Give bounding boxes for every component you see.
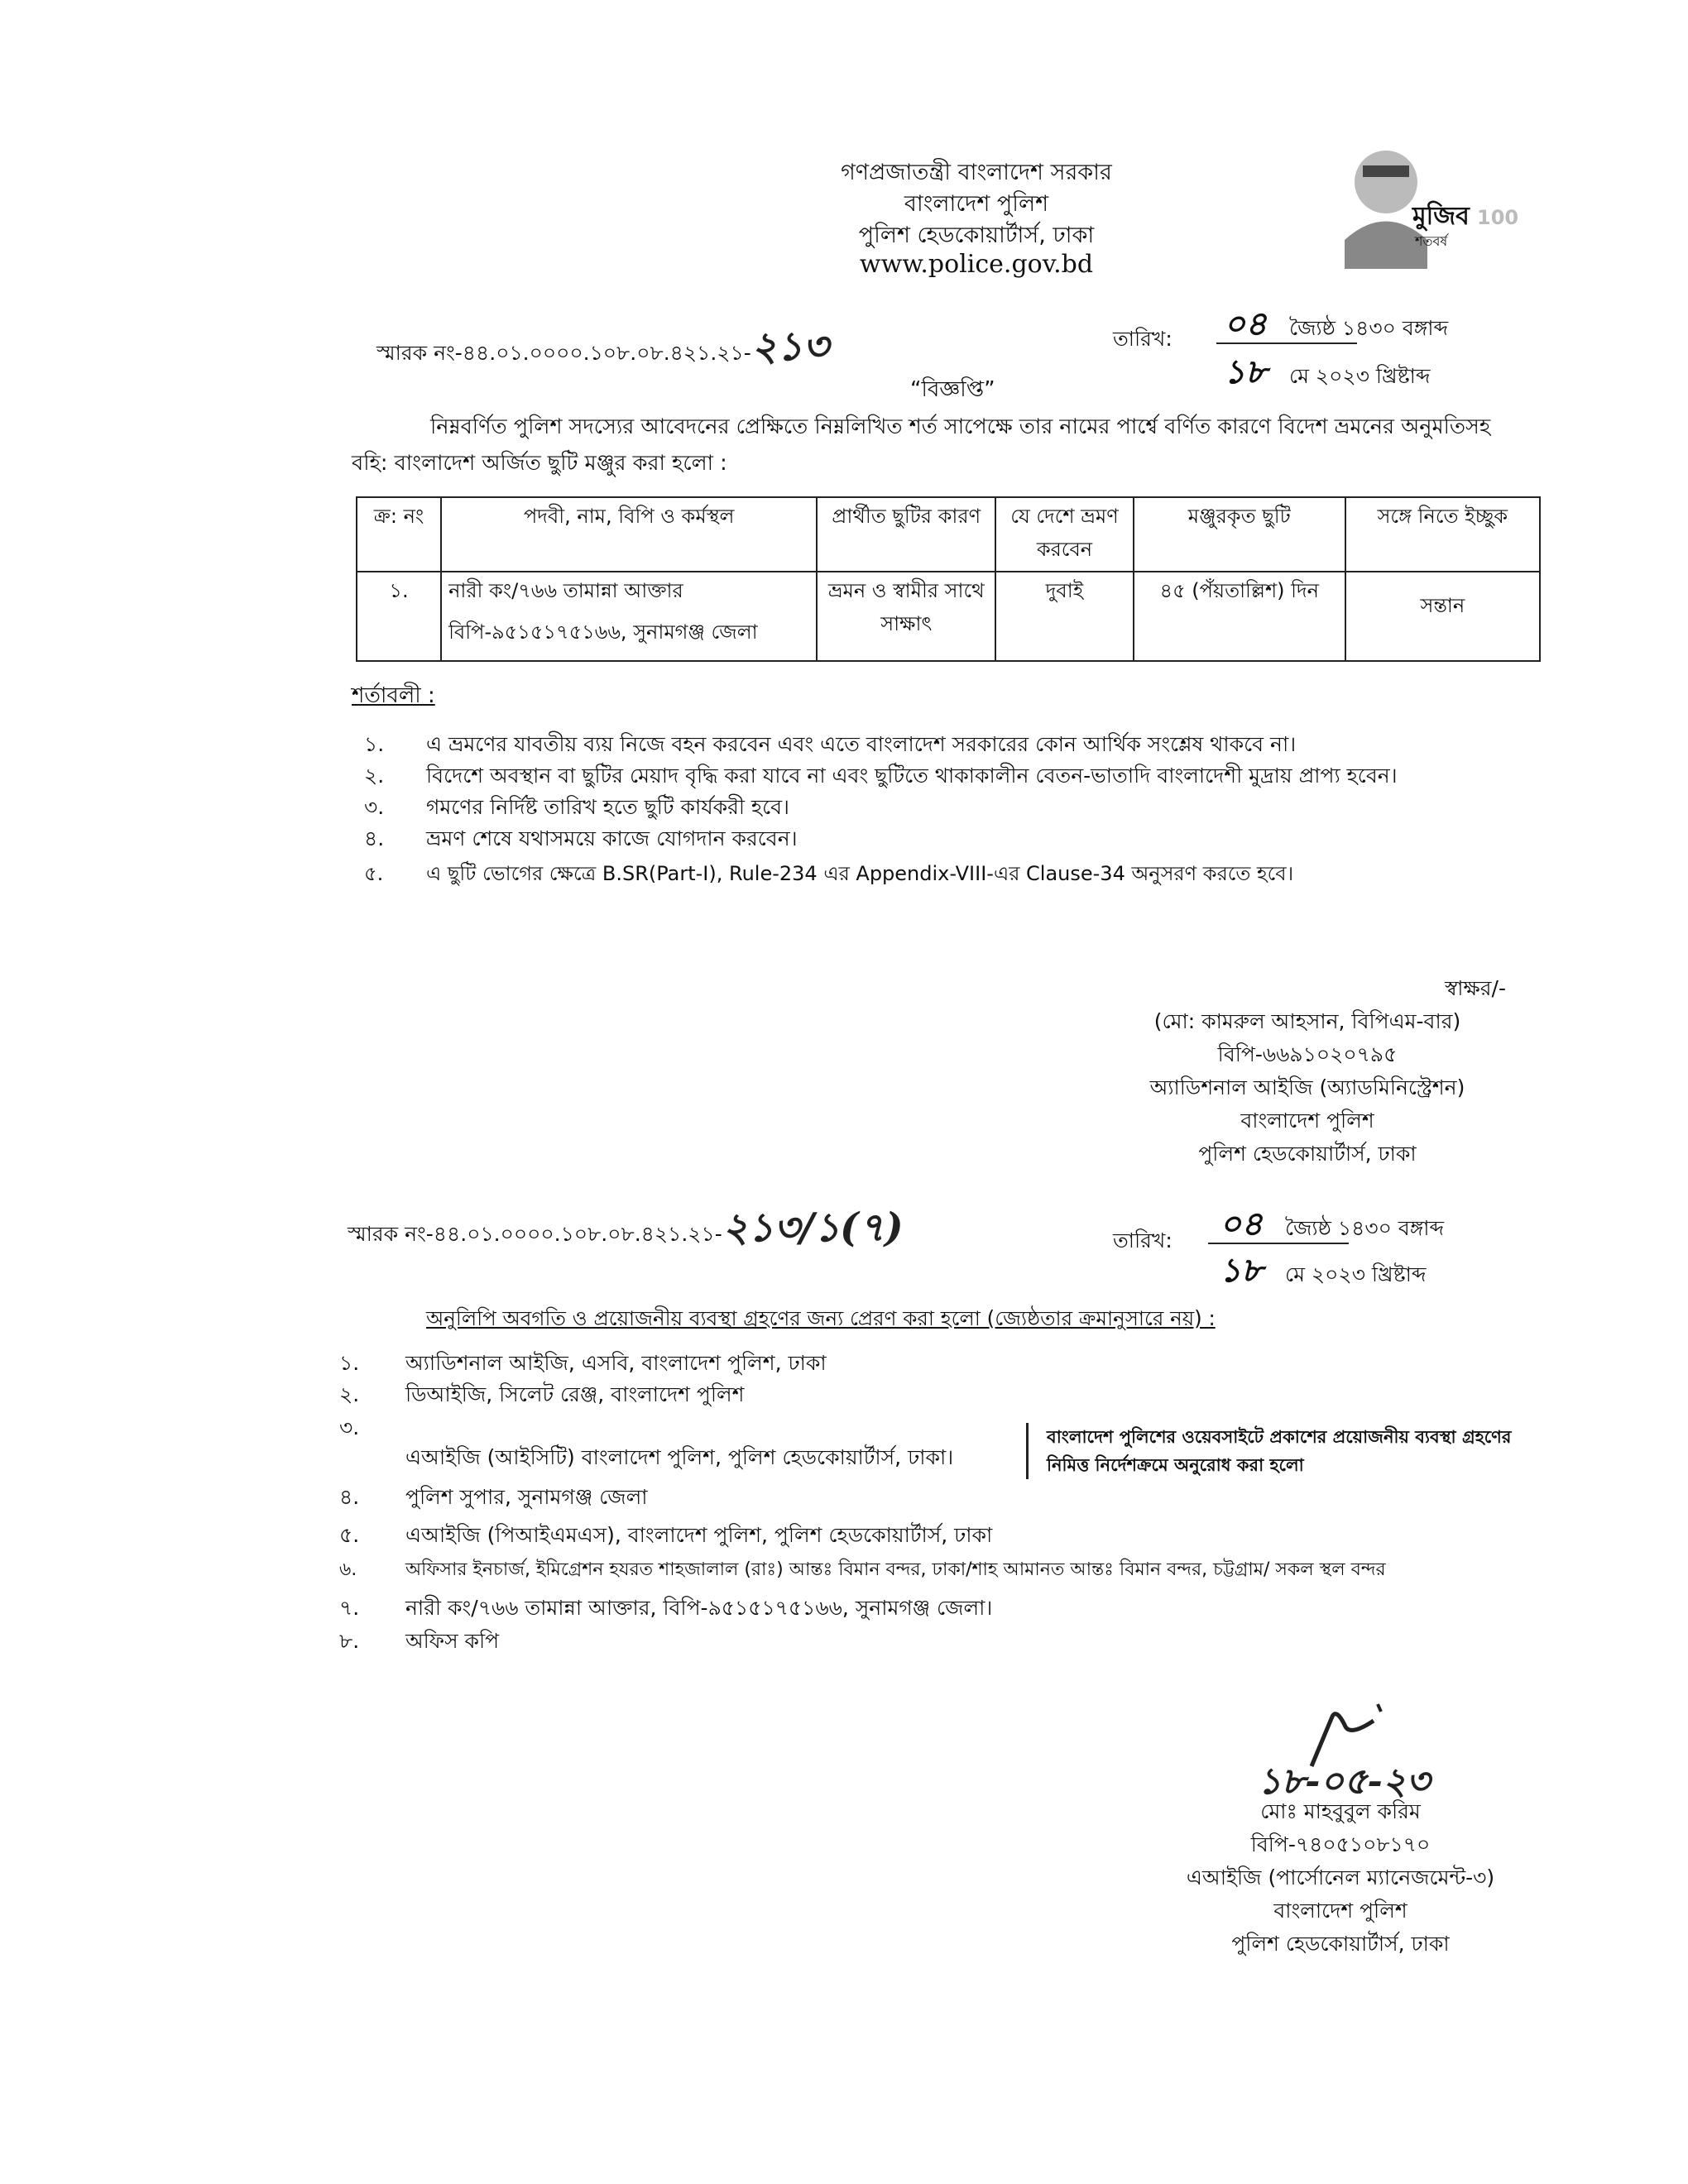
- copy-date-english-month: মে ২০২৩ খ্রিষ্টাব্দ: [1284, 1262, 1427, 1286]
- copy-text: পুলিশ সুপার, সুনামগঞ্জ জেলা: [405, 1485, 648, 1509]
- copy-item: [339, 1625, 499, 1660]
- date-bangla: [1208, 298, 1564, 353]
- copy-number: ৭.: [339, 1596, 360, 1620]
- signatory2-bp: বিপি-৭৪০৫১০৮১৭০: [1250, 1832, 1431, 1856]
- header-org: বাংলাদেশ পুলিশ: [904, 191, 1049, 217]
- signatory-name: (মো: কামরুল আহসান, বিপিএম-বার): [1153, 1009, 1461, 1033]
- condition-text: এ ছুটি ভোগের ক্ষেত্রে B.SR(Part-I), Rule-234 এর Appendix-VIII-এর Clause-34 অনুসরণ করতে হবে।: [426, 862, 1294, 885]
- signatory2-org: বাংলাদেশ পুলিশ: [1273, 1899, 1407, 1923]
- copy-item: [405, 1441, 953, 1477]
- copy-heading: অনুলিপি অবগতি ও প্রয়োজনীয় ব্যবস্থা গ্রহণের জন্য প্রেরণ করা হলো (জ্যেষ্ঠতার ক্রমানুসারে নয়) :: [426, 1306, 1216, 1330]
- copy-item: [339, 1411, 405, 1447]
- notice-title: “বিজ্ঞপ্তি”: [910, 377, 995, 402]
- cell-name: [441, 572, 817, 661]
- condition-text: বিদেশে অবস্থান বা ছুটির মেয়াদ বৃদ্ধি করা যাবে না এবং ছুটিতে থাকাকালীন বেতন-ভাতাদি বাংলাদেশী মুদ্রায় প্রাপ্য হবেন।: [426, 764, 1398, 788]
- copy-text: অফিস কপি: [405, 1629, 500, 1653]
- date-english: [1208, 346, 1564, 401]
- copy-memo-ref-handwritten: ২১৩/১(৭): [722, 1205, 904, 1251]
- copy-text: নারী কং/৭৬৬ তামান্না আক্তার, বিপি-৯৫১৫১৭৫১৬৬, সুনামগঞ্জ জেলা।: [405, 1596, 993, 1620]
- col-country: যে দেশে ভ্রমণ করবেন: [995, 497, 1134, 572]
- copy-item: [339, 1592, 992, 1627]
- logo-number: 100: [1477, 206, 1519, 229]
- copy-number: ৫.: [339, 1523, 360, 1547]
- copy-item: [339, 1347, 827, 1382]
- signature-block: [1076, 972, 1539, 1171]
- signatory-designation: অ্যাডিশনাল আইজি (অ্যাডমিনিস্ট্রেশন): [1149, 1075, 1465, 1099]
- table-row: [357, 572, 1540, 661]
- condition-text: গমণের নির্দিষ্ট তারিখ হতে ছুটি কার্যকরী হবে।: [426, 795, 789, 819]
- copy-text: এআইজি (আইসিটি) বাংলাদেশ পুলিশ, পুলিশ হেডকোয়ার্টার্স, ঢাকা।: [405, 1445, 954, 1469]
- header-website: www.police.gov.bd: [859, 250, 1094, 279]
- signatory-bp: বিপি-৬৬৯১০২০৭৯৫: [1217, 1042, 1398, 1066]
- col-companion: সঙ্গে নিতে ইচ্ছুক: [1345, 497, 1540, 572]
- condition-number: ২.: [364, 764, 385, 788]
- member-name: নারী কং/৭৬৬ তামান্না আক্তার: [448, 579, 683, 602]
- copy-date-english-day: ১৮: [1220, 1251, 1263, 1290]
- copy-date-bangla-day: ০৪: [1220, 1205, 1263, 1243]
- handwritten-date: ১৮-০৫-২৩: [1258, 1760, 1431, 1803]
- copy-number: ৬.: [339, 1559, 357, 1580]
- condition-item: [364, 859, 1293, 892]
- condition-item: [364, 822, 798, 858]
- cell-companion: সন্তান: [1345, 572, 1540, 661]
- col-name: পদবী, নাম, বিপি ও কর্মস্থল: [441, 497, 817, 572]
- member-bp: বিপি-৯৫১৫১৭৫১৬৬, সুনামগঞ্জ জেলা: [448, 620, 758, 644]
- copy-text: এআইজি (পিআইএমএস), বাংলাদেশ পুলিশ, পুলিশ হেডকোয়ার্টার্স, ঢাকা: [405, 1523, 993, 1547]
- date-english-month: মে ২০২৩ খ্রিষ্টাব্দ: [1288, 364, 1431, 388]
- copy-number: ৪.: [339, 1485, 360, 1509]
- signatory-office: পুলিশ হেডকোয়ার্টার্স, ঢাকা: [1198, 1142, 1417, 1166]
- condition-number: ৪.: [364, 826, 385, 850]
- date-divider: [1216, 342, 1357, 344]
- copy-item: [339, 1481, 648, 1516]
- date-bangla-month: জ্যৈষ্ঠ ১৪৩০ বঙ্গাব্দ: [1288, 316, 1449, 340]
- copy-item: [339, 1555, 1386, 1586]
- mujib-borsho-logo: [1312, 145, 1518, 277]
- date-label: তারিখ:: [1113, 327, 1172, 351]
- copy-item: [339, 1378, 744, 1414]
- condition-item: [364, 759, 1398, 795]
- logo-subtext: শতবর্ষ: [1415, 233, 1448, 249]
- copy-text: ডিআইজি, সিলেট রেঞ্জ, বাংলাদেশ পুলিশ: [405, 1382, 745, 1406]
- cell-serial: ১.: [357, 572, 441, 661]
- leave-table: [356, 496, 1541, 662]
- header-govt: গণপ্রজাতন্ত্রী বাংলাদেশ সরকার: [841, 160, 1112, 185]
- intro-line-1: নিম্নবর্ণিত পুলিশ সদস্যের আবেদনের প্রেক্ষিতে নিম্নলিখিত শর্ত সাপেক্ষে তার নামের পার্শ্বে বর্ণিত কারণে বিদেশ ভ্রমনের অনুমতিসহ: [430, 414, 1491, 439]
- condition-text: ভ্রমণ শেষে যথাসময়ে কাজে যোগদান করবেন।: [426, 826, 798, 850]
- copy-text: অ্যাডিশনাল আইজি, এসবি, বাংলাদেশ পুলিশ, ঢাকা: [405, 1351, 827, 1375]
- memo-reference: [376, 317, 828, 382]
- condition-number: ৫.: [364, 862, 384, 885]
- date-english-day: ১৮: [1224, 352, 1267, 391]
- website-publish-note: বাংলাদেশ পুলিশের ওয়েবসাইটে প্রকাশের প্রয়োজনীয় ব্যবস্থা গ্রহণের নিমিত্ত নির্দেশক্রমে অনুরোধ করা হলো: [1026, 1423, 1518, 1479]
- cell-country: দুবাই: [995, 572, 1134, 661]
- copy-date-bangla-month: জ্যৈষ্ঠ ১৪৩০ বঙ্গাব্দ: [1284, 1216, 1445, 1240]
- copy-text: অফিসার ইনচার্জ, ইমিগ্রেশন হযরত শাহজালাল (রাঃ) আন্তঃ বিমান বন্দর, ঢাকা/শাহ আমানত আন্তঃ বিমান বন্দর, চট্টগ্রাম/ সকল স্থল বন্দর: [405, 1559, 1386, 1580]
- memo-ref-number: স্মারক নং-৪৪.০১.০০০০.১০৮.০৮.৪২১.২১-: [376, 341, 751, 365]
- copy-number: ৮.: [339, 1629, 360, 1653]
- copy-memo-reference: [348, 1198, 904, 1263]
- date-bangla-day: ০৪: [1224, 304, 1267, 343]
- signatory2-name: মোঃ মাহবুবুল করিম: [1260, 1799, 1421, 1823]
- table-header-row: [357, 497, 1540, 572]
- copy-number: ১.: [339, 1351, 360, 1375]
- copy-memo-ref-number: স্মারক নং-৪৪.০১.০০০০.১০৮.০৮.৪২১.২১-: [348, 1222, 722, 1246]
- condition-number: ১.: [364, 732, 385, 756]
- logo-text: মুজিব: [1412, 202, 1470, 231]
- signatory2-office: পুলিশ হেডকোয়ার্টার্স, ঢাকা: [1231, 1932, 1450, 1956]
- copy-date-label: তারিখ:: [1113, 1228, 1172, 1252]
- copy-date-english: [1204, 1244, 1560, 1300]
- condition-number: ৩.: [364, 795, 385, 819]
- intro-line-2: বহি: বাংলাদেশ অর্জিত ছুটি মঞ্জুর করা হলো :: [352, 451, 727, 476]
- signed-mark: স্বাক্ষর/-: [1445, 976, 1506, 1000]
- conditions-title: শর্তাবলী :: [352, 683, 435, 708]
- signatory-org: বাংলাদেশ পুলিশ: [1240, 1109, 1374, 1133]
- copy-item: [339, 1519, 992, 1554]
- memo-ref-handwritten: ২১৩: [750, 323, 829, 370]
- signature-block-2: [1142, 1795, 1539, 1961]
- cell-reason: ভ্রমন ও স্বামীর সাথে সাক্ষাৎ: [817, 572, 995, 661]
- condition-text: এ ভ্রমণের যাবতীয় ব্যয় নিজে বহন করবেন এবং এতে বাংলাদেশ সরকারের কোন আর্থিক সংশ্লেষ থাকবে না।: [426, 732, 1297, 756]
- col-serial: ক্র: নং: [357, 497, 441, 572]
- condition-item: [364, 791, 789, 826]
- cell-leave: ৪৫ (পঁয়তাল্লিশ) দিন: [1134, 572, 1345, 661]
- col-leave: মঞ্জুরকৃত ছুটি: [1134, 497, 1345, 572]
- copy-number: ৩.: [339, 1415, 360, 1439]
- signatory2-designation: এআইজি (পার্সোনেল ম্যানেজমেন্ট-৩): [1186, 1866, 1495, 1889]
- header-office: পুলিশ হেডকোয়ার্টার্স, ঢাকা: [858, 223, 1095, 248]
- copy-number: ২.: [339, 1382, 360, 1406]
- condition-item: [364, 728, 1296, 764]
- col-reason: প্রার্থীত ছুটির কারণ: [817, 497, 995, 572]
